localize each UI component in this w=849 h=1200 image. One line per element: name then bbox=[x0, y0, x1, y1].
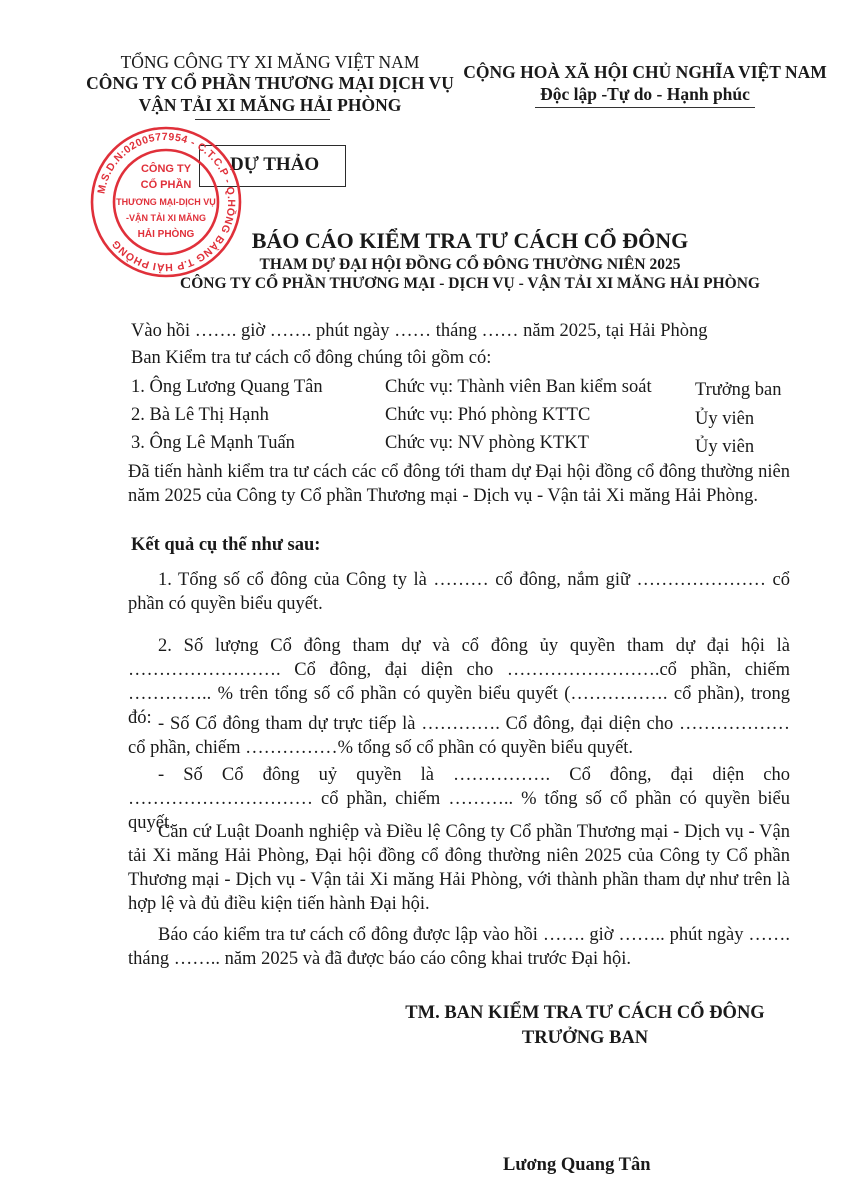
member-2-position: Chức vụ: Phó phòng KTTC bbox=[385, 405, 591, 425]
seal-line-3: THƯƠNG MẠI-DỊCH VỤ bbox=[116, 197, 216, 207]
seal-ring-text: M.S.D.N:0200577954 - C.T.C.P - Q.HỒNG BÀNG T.P HẢI PHÒNG bbox=[95, 130, 238, 274]
result-item-2: 2. Số lượng Cổ đông tham dự và cổ đông ủy quyền tham dự đại hội là ……………………. Cổ đông, đại diện cho …………………….cổ phần, chiếm ………….. % trên tổng số cổ phần có quyền biểu quyết (……………. cổ phần), trong đó: bbox=[128, 636, 790, 728]
member-1-position: Chức vụ: Thành viên Ban kiểm soát bbox=[385, 377, 652, 397]
checked-paragraph: Đã tiến hành kiểm tra tư cách các cổ đông tới tham dự Đại hội đồng cổ đông thường niên năm 2025 của Công ty Cổ phần Thương mại - Dịch vụ - Vận tải Xi măng Hải Phòng. bbox=[128, 462, 790, 506]
closing-paragraph: Báo cáo kiểm tra tư cách cổ đông được lập vào hồi ……. giờ …….. phút ngày ……. tháng …….. năm 2025 và đã được báo cáo công khai trước Đại hội. bbox=[128, 925, 790, 969]
national-motto: Độc lập -Tự do - Hạnh phúc bbox=[540, 84, 750, 104]
company-name-line2: VẬN TẢI XI MĂNG HẢI PHÒNG bbox=[138, 95, 402, 115]
member-1-role: Trưởng ban bbox=[695, 380, 782, 400]
header-left-underline bbox=[195, 119, 330, 120]
company-name-line1: CÔNG TY CỔ PHẦN THƯƠNG MẠI DỊCH VỤ bbox=[86, 73, 454, 93]
proxy-attendance: - Số Cổ đông uỷ quyền là ……………. Cổ đông, đại diện cho ………………………… cổ phần, chiếm ……….. % tổng số cổ phần có quyền biểu quyết. bbox=[128, 765, 790, 833]
member-3-position: Chức vụ: NV phòng KTKT bbox=[385, 433, 589, 453]
member-1-name: 1. Ông Lương Quang Tân bbox=[131, 377, 323, 397]
result-item-1: 1. Tổng số cổ đông của Công ty là ……… cổ đông, nắm giữ ………………… cổ phần có quyền biểu quyết. bbox=[128, 570, 790, 614]
seal-line-4: -VẬN TẢI XI MĂNG bbox=[126, 213, 206, 223]
parent-company: TỔNG CÔNG TY XI MĂNG VIỆT NAM bbox=[120, 52, 420, 72]
time-line: Vào hồi ……. giờ ……. phút ngày …… tháng …… năm 2025, tại Hải Phòng bbox=[131, 321, 708, 341]
signature-title: TM. BAN KIỂM TRA TƯ CÁCH CỔ ĐÔNG bbox=[405, 1003, 765, 1023]
draft-label: DỰ THẢO bbox=[230, 154, 320, 175]
member-3-name: 3. Ông Lê Mạnh Tuấn bbox=[131, 433, 295, 453]
signer-name: Lương Quang Tân bbox=[503, 1155, 651, 1175]
report-title: BÁO CÁO KIỂM TRA TƯ CÁCH CỔ ĐÔNG bbox=[251, 228, 689, 253]
member-3-role: Ủy viên bbox=[695, 437, 755, 457]
seal-line-2: CỔ PHẦN bbox=[140, 179, 192, 191]
seal-line-1: CÔNG TY bbox=[140, 163, 192, 175]
report-subtitle-2: CÔNG TY CỔ PHẦN THƯƠNG MẠI - DỊCH VỤ - VẬN TẢI XI MĂNG HẢI PHÒNG bbox=[180, 275, 760, 292]
member-2-role: Ủy viên bbox=[695, 409, 755, 429]
seal-line-5: HẢI PHÒNG bbox=[137, 229, 195, 240]
committee-line: Ban Kiểm tra tư cách cổ đông chúng tôi gồm có: bbox=[131, 348, 492, 368]
member-2-name: 2. Bà Lê Thị Hạnh bbox=[131, 405, 269, 425]
legal-basis-paragraph: Căn cứ Luật Doanh nghiệp và Điều lệ Công ty Cổ phần Thương mại - Dịch vụ - Vận tải Xi măng Hải Phòng, Đại hội đồng cổ đông thường niên 2025 của Công ty Cổ phần Thương mại - Dịch vụ - Vận tải Xi măng Hải Phòng, với thành phần tham dự như trên là hợp lệ và đủ điều kiện tiến hành Đại hội. bbox=[128, 822, 790, 914]
header-right-underline bbox=[535, 107, 755, 108]
direct-attendance: - Số Cổ đông tham dự trực tiếp là …………. Cổ đông, đại diện cho ……………… cổ phần, chiếm ……………% tổng số cổ phần có quyền biểu quyết. bbox=[128, 714, 790, 758]
national-title: CỘNG HOÀ XÃ HỘI CHỦ NGHĨA VIỆT NAM bbox=[463, 62, 827, 82]
signature-role: TRƯỞNG BAN bbox=[521, 1028, 649, 1048]
report-subtitle-1: THAM DỰ ĐẠI HỘI ĐỒNG CỔ ĐÔNG THƯỜNG NIÊN 2025 bbox=[259, 256, 681, 273]
results-heading: Kết quả cụ thể như sau: bbox=[131, 535, 321, 555]
